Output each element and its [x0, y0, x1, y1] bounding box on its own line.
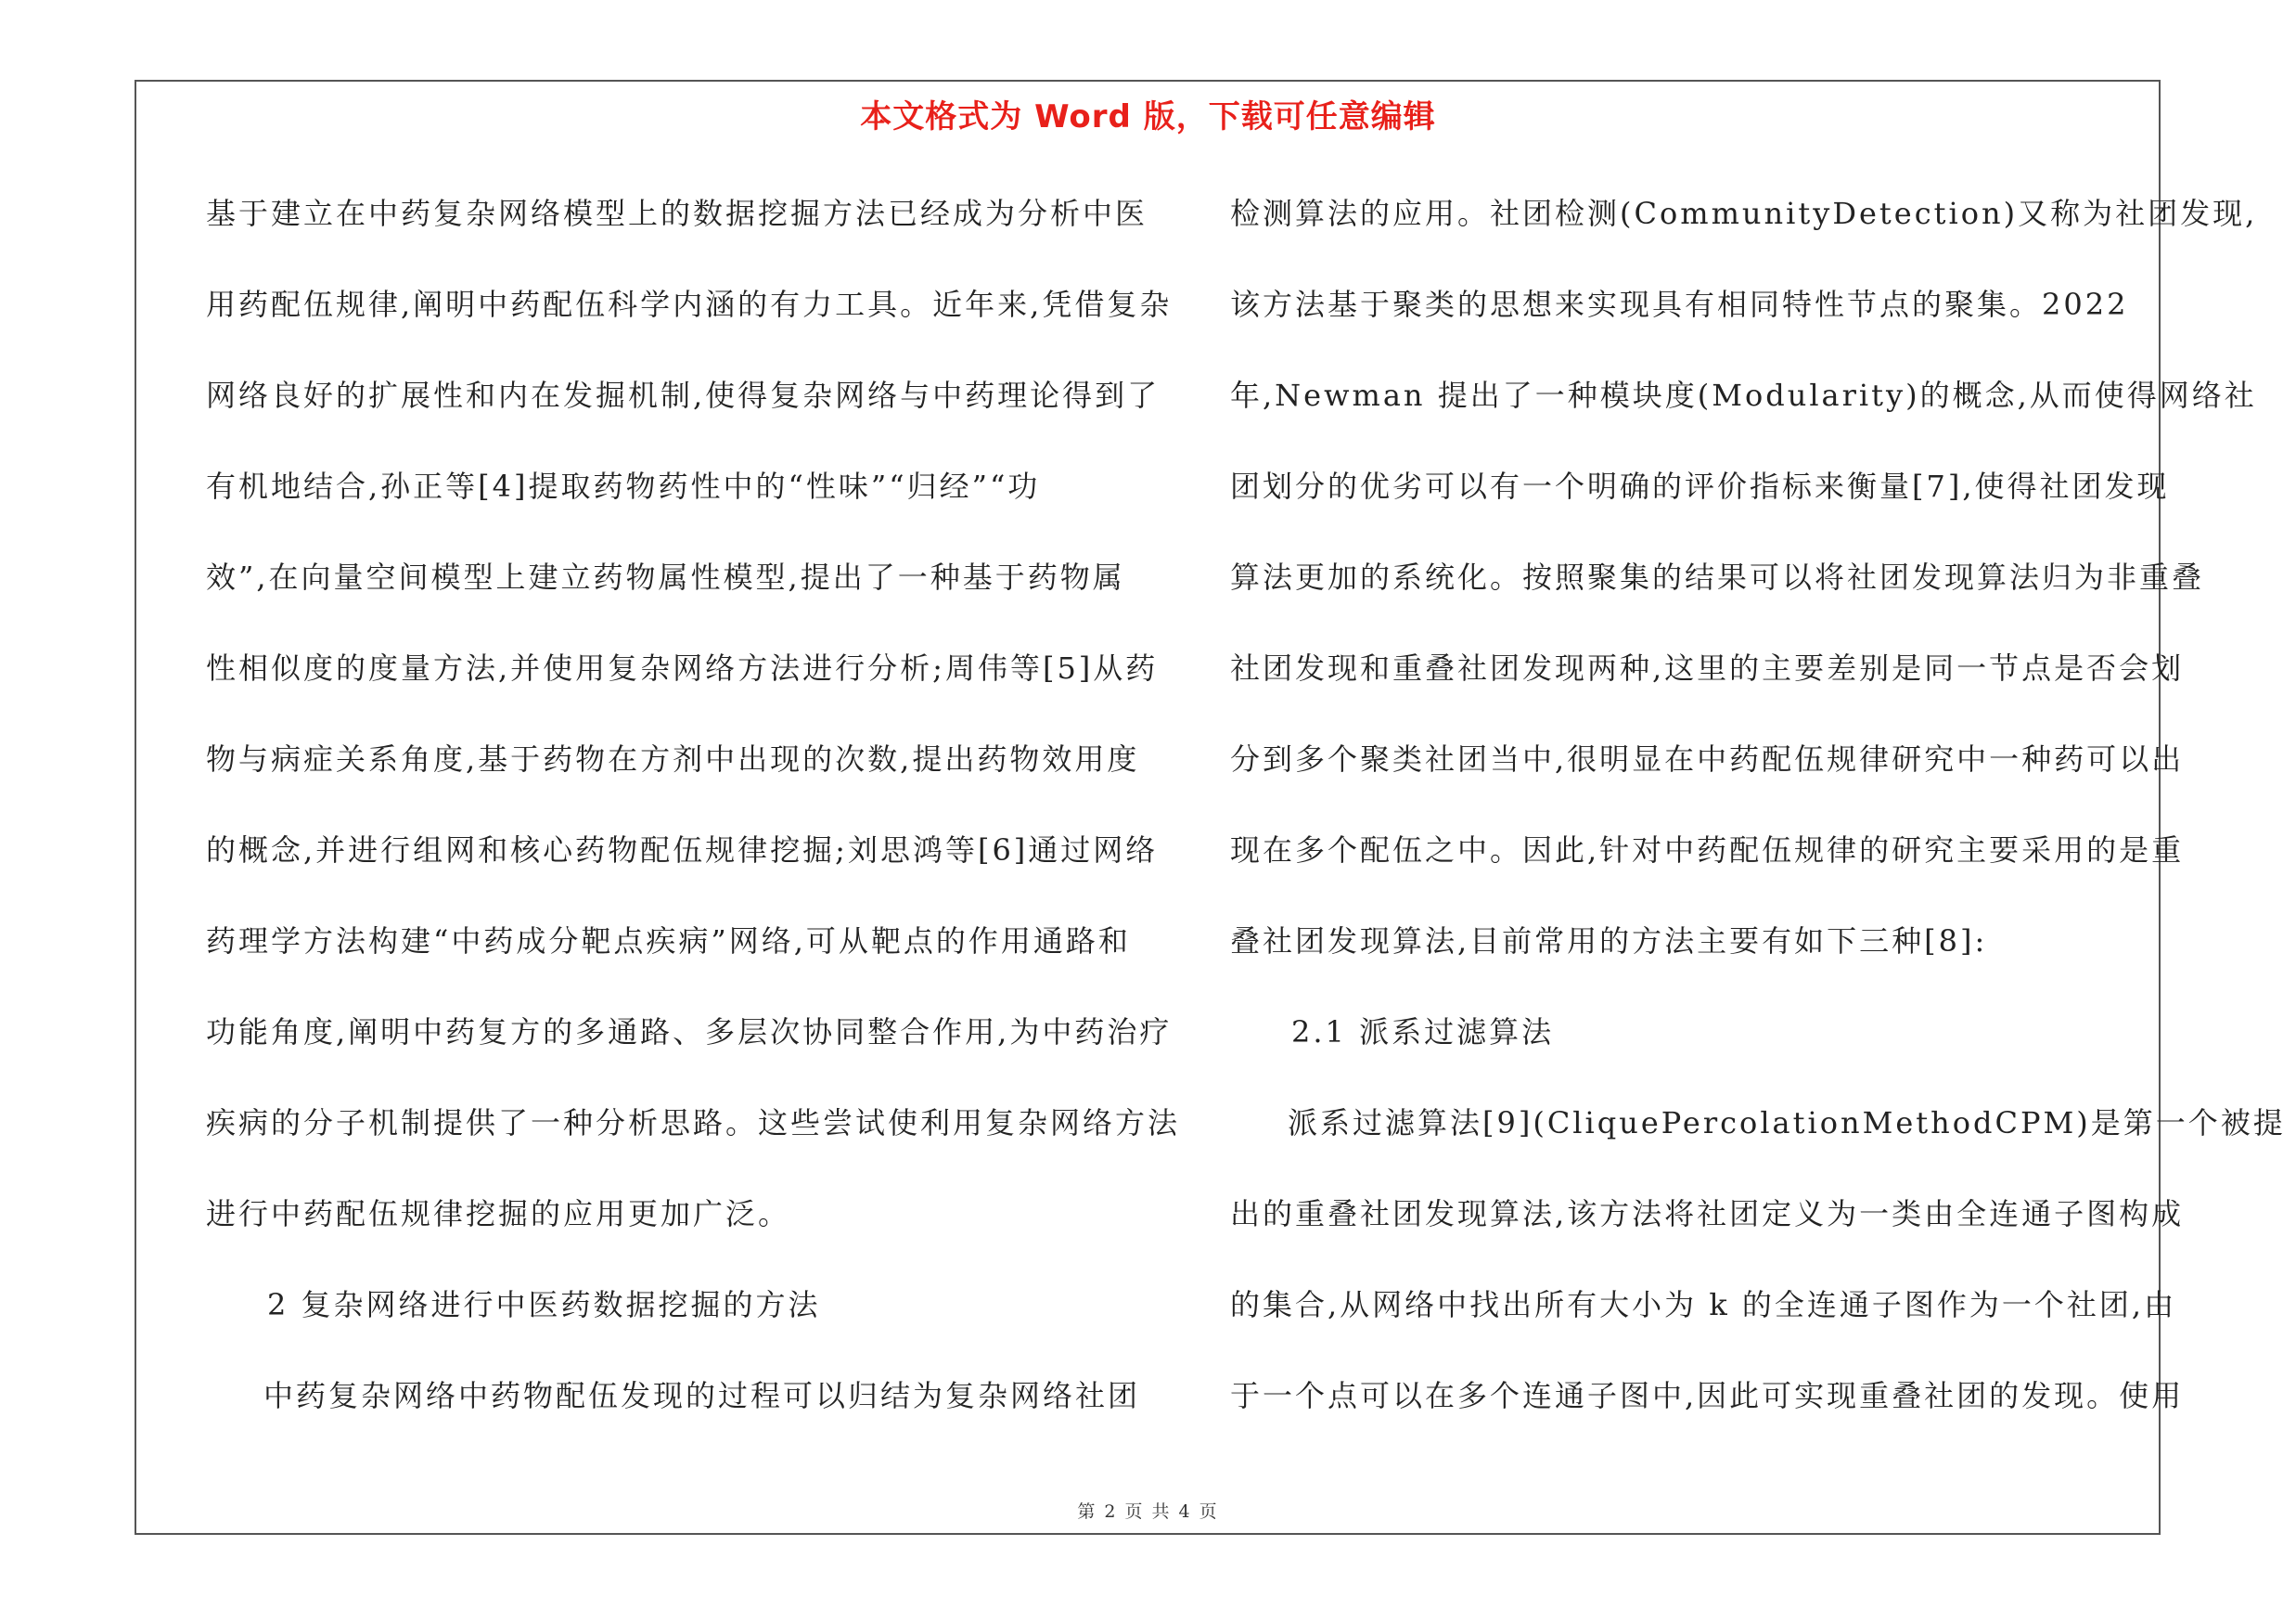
- header-banner: 本文格式为 Word 版，下载可任意编辑: [860, 98, 1436, 135]
- text-line: 团划分的优劣可以有一个明确的评价指标来衡量[7],使得社团发现: [1230, 469, 2170, 504]
- text-line: 算法更加的系统化。按照聚集的结果可以将社团发现算法归为非重叠: [1230, 560, 2205, 595]
- text-line: 现在多个配伍之中。因此,针对中药配伍规律的研究主要采用的是重: [1230, 832, 2185, 868]
- text-line: 进行中药配伍规律挖掘的应用更加广泛。: [206, 1196, 791, 1231]
- text-line: 药理学方法构建“中药成分靶点疾病”网络,可从靶点的作用通路和: [206, 923, 1131, 959]
- page-number-footer: 第 2 页 共 4 页: [1077, 1501, 1219, 1522]
- text-line: 的集合,从网络中找出所有大小为 k 的全连通子图作为一个社团,由: [1230, 1287, 2177, 1322]
- text-line: 社团发现和重叠社团发现两种,这里的主要差别是同一节点是否会划: [1230, 650, 2185, 686]
- left-column: [206, 181, 1181, 1454]
- text-line: 网络良好的扩展性和内在发掘机制,使得复杂网络与中药理论得到了: [206, 378, 1161, 413]
- text-line: 该方法基于聚类的思想来实现具有相同特性节点的聚集。2022: [1230, 287, 2129, 322]
- subsection-heading: 2.1 派系过滤算法: [1291, 1014, 1555, 1050]
- text-line: 用药配伍规律,阐明中药配伍科学内涵的有力工具。近年来,凭借复杂: [206, 287, 1173, 322]
- text-line: 检测算法的应用。社团检测(CommunityDetection)又称为社团发现,: [1230, 196, 2258, 231]
- text-line: 有机地结合,孙正等[4]提取药物药性中的“性味”“归经”“功: [206, 469, 1041, 504]
- text-line: 中药复杂网络中药物配伍发现的过程可以归结为复杂网络社团: [263, 1378, 1141, 1413]
- text-line: 于一个点可以在多个连通子图中,因此可实现重叠社团的发现。使用: [1230, 1378, 2185, 1413]
- text-line: 年,Newman 提出了一种模块度(Modularity)的概念,从而使得网络社: [1230, 378, 2257, 413]
- text-line: 叠社团发现算法,目前常用的方法主要有如下三种[8]:: [1230, 923, 1988, 959]
- text-line: 的概念,并进行组网和核心药物配伍规律挖掘;刘思鸿等[6]通过网络: [206, 832, 1159, 868]
- text-line: 功能角度,阐明中药复方的多通路、多层次协同整合作用,为中药治疗: [206, 1014, 1173, 1050]
- text-line: 性相似度的度量方法,并使用复杂网络方法进行分析;周伟等[5]从药: [206, 650, 1159, 686]
- text-line: 出的重叠社团发现算法,该方法将社团定义为一类由全连通子图构成: [1230, 1196, 2185, 1231]
- text-line: 疾病的分子机制提供了一种分析思路。这些尝试使利用复杂网络方法: [206, 1105, 1181, 1140]
- text-line: 物与病症关系角度,基于药物在方剂中出现的次数,提出药物效用度: [206, 741, 1140, 777]
- right-column: [1230, 181, 2286, 1454]
- text-line: 派系过滤算法[9](CliquePercolationMethodCPM)是第一个被提: [1288, 1105, 2286, 1140]
- text-line: 分到多个聚类社团当中,很明显在中药配伍规律研究中一种药可以出: [1230, 741, 2185, 777]
- text-line: 基于建立在中药复杂网络模型上的数据挖掘方法已经成为分析中医: [206, 196, 1148, 231]
- text-line: 效”,在向量空间模型上建立药物属性模型,提出了一种基于药物属: [206, 560, 1125, 595]
- section-heading: 2 复杂网络进行中医药数据挖掘的方法: [267, 1287, 821, 1322]
